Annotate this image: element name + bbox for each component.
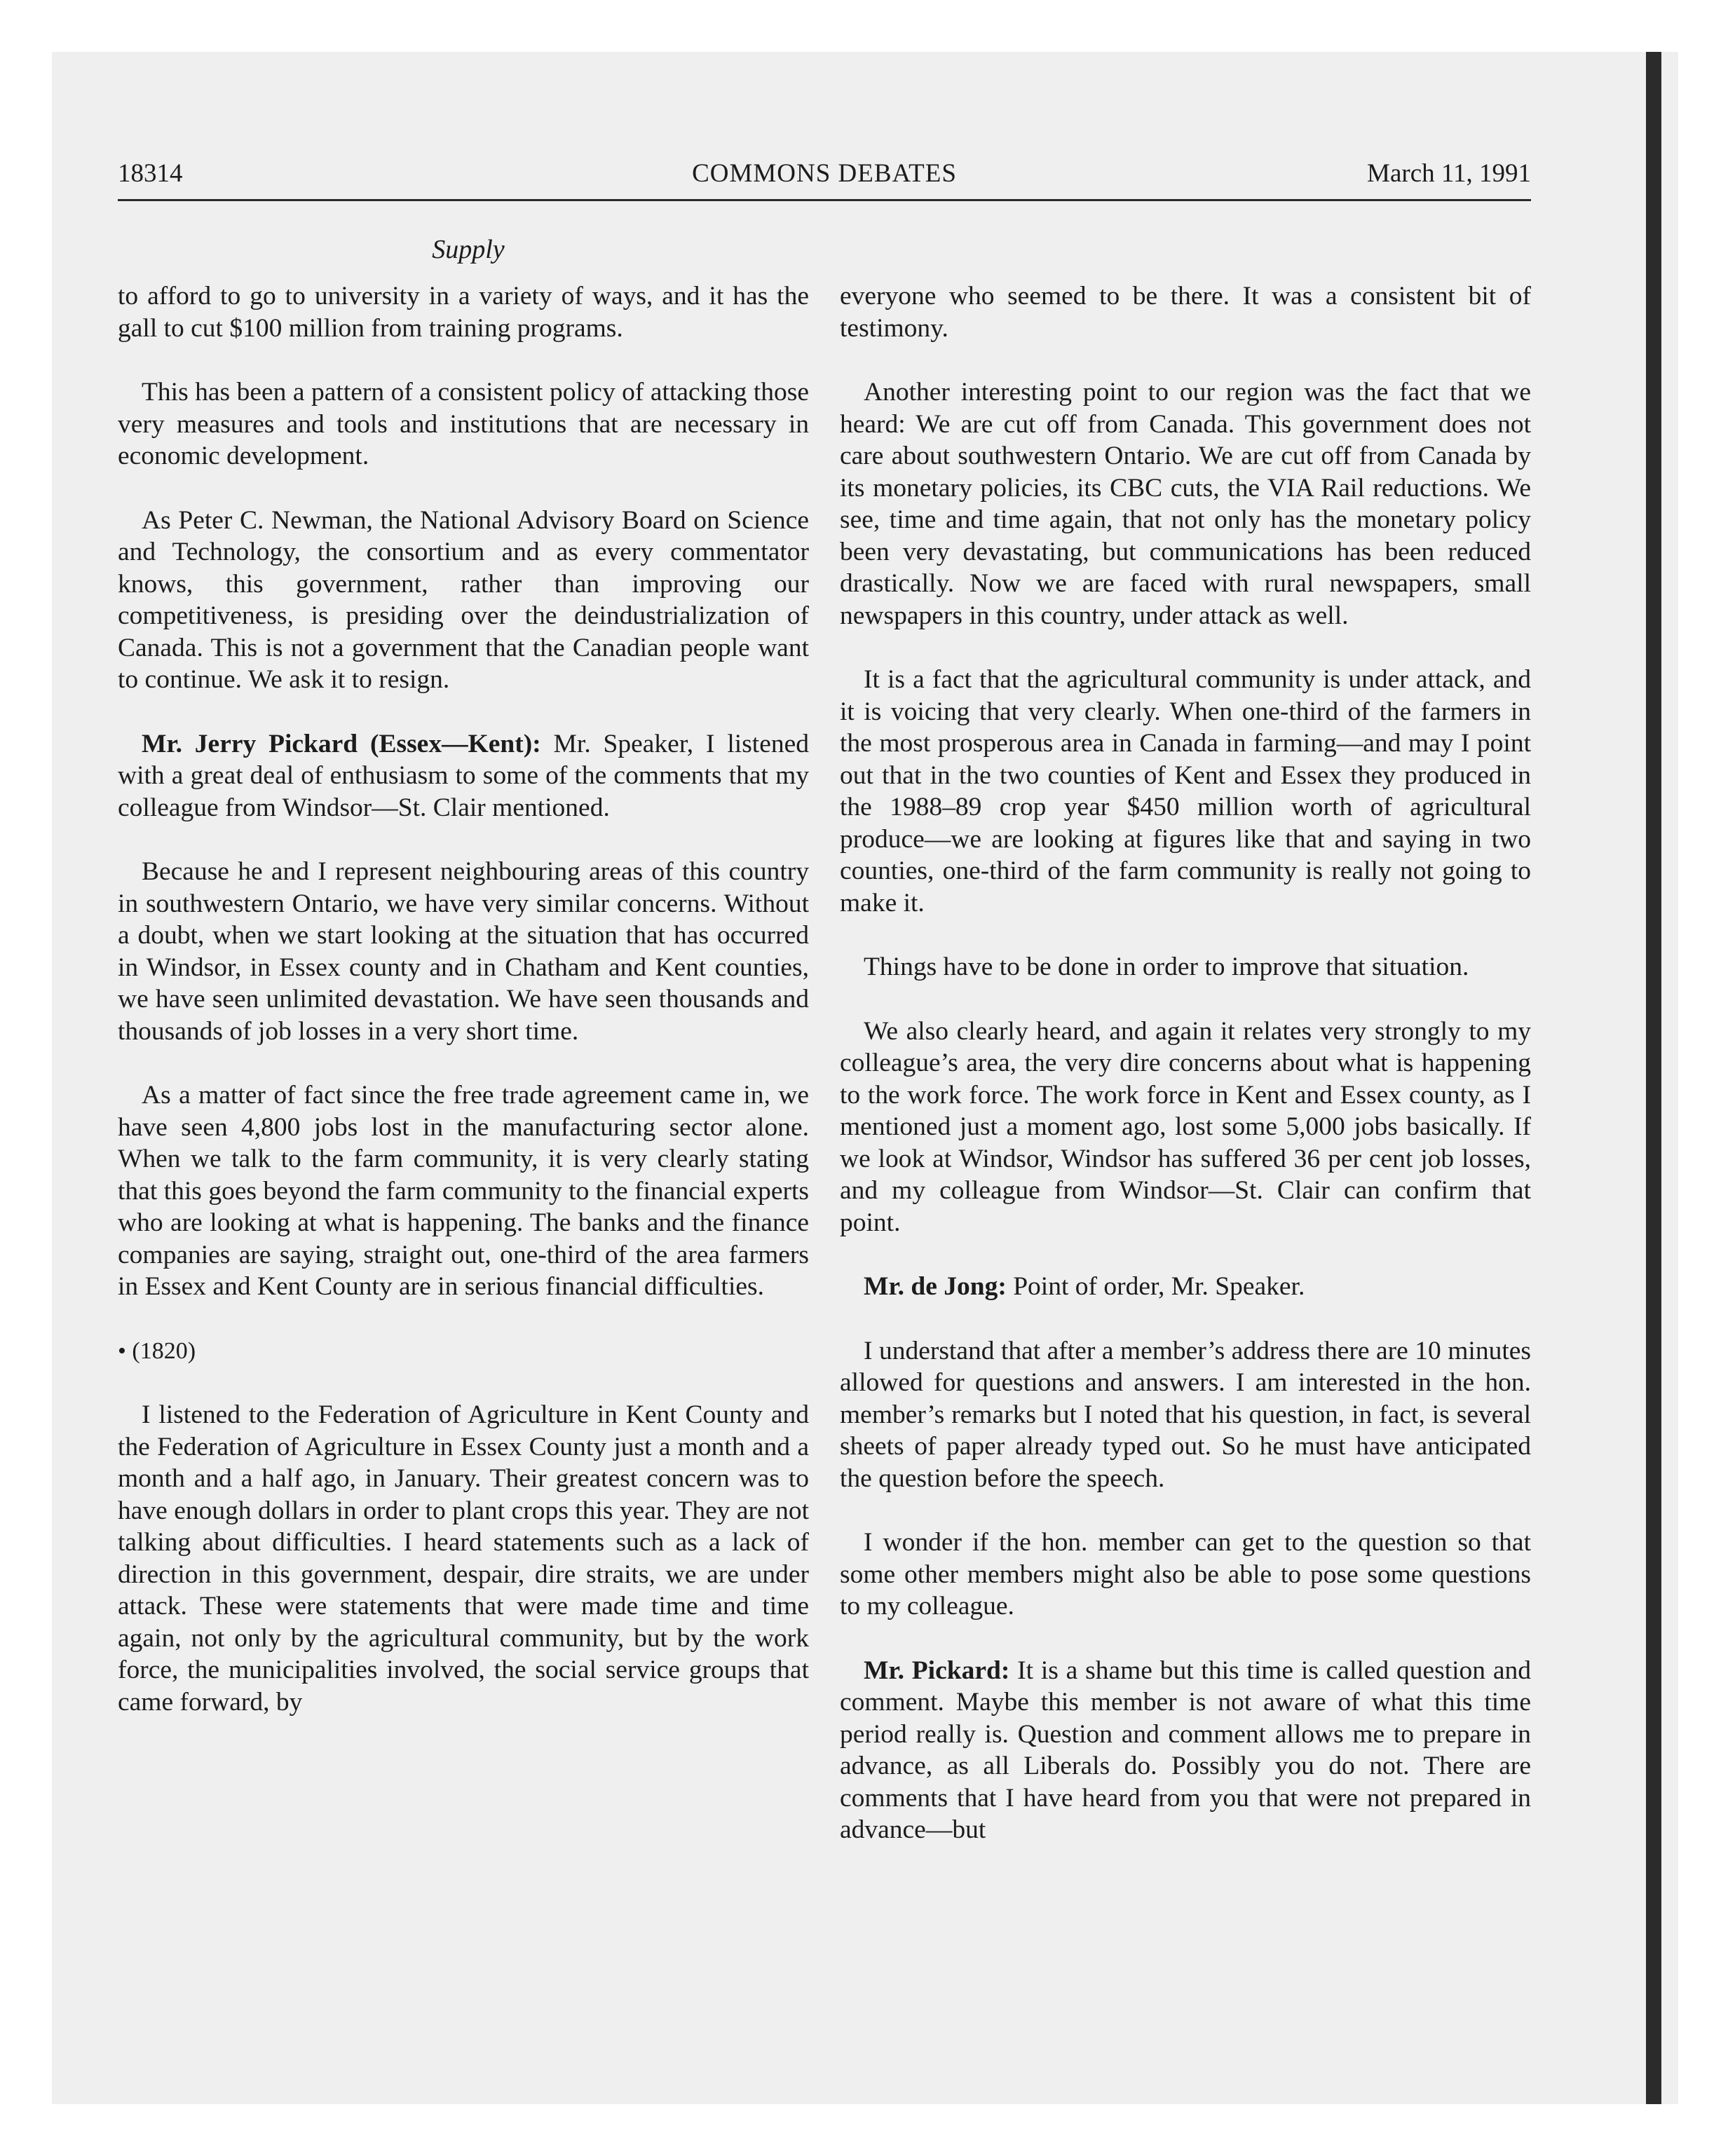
paragraph bbox=[840, 1655, 1531, 1846]
paragraph: I understand that after a member’s address there are 10 minutes allowed for questions and answers. I am interested in the hon. member’s remarks but I noted that his question, in fact, is several sheets of paper already typed out. So he must have anticipated the question before the speech. bbox=[840, 1336, 1531, 1493]
speaker-name: Mr. Pickard: bbox=[864, 1656, 1010, 1685]
page-edge-shadow bbox=[1646, 52, 1661, 2104]
paragraph: We also clearly heard, and again it relates very strongly to my colleague’s area, the very dire concerns about what is happening to the work force. The work force in Kent and Essex county, as I mentioned just a moment ago, lost some 5,000 jobs basically. If we look at Windsor, Windsor has suffered 36 per cent job losses, and my colleague from Windsor—St. Clair can confirm that point. bbox=[840, 1016, 1531, 1237]
speech-text: It is a shame but this time is called question and comment. Maybe this member is not aware of what this time period really is. Question and comment allows me to prepare in advance, as all Liberals do. Possibly you do not. There are comments that I have heard from you that were not prepared in advance—but bbox=[840, 1656, 1531, 1844]
paragraph: I listened to the Federation of Agriculture in Kent County and the Federation of Agriculture in Essex County just a month and a month and a half ago, in January. Their greatest concern was to have enough dollars in order to plant crops this year. They are not talking about difficulties. I heard statements such as a lack of direction in this government, despair, dire straits, we are under attack. These were statements that were made time and time again, not only by the agricultural community, but by the work force, the municipalities involved, the social service groups that came forward, by bbox=[118, 1400, 809, 1717]
running-header bbox=[118, 158, 1531, 203]
speaker-name: Mr. de Jong: bbox=[864, 1272, 1007, 1301]
publication-title: COMMONS DEBATES bbox=[692, 159, 957, 188]
speaker-name: Mr. Jerry Pickard (Essex—Kent): bbox=[142, 729, 541, 758]
paragraph: Because he and I represent neighbouring areas of this country in southwestern Ontario, we have very similar concerns. Without a doubt, when we start looking at the situation that has occurred in Windsor, in Essex county and in Chatham and Kent counties, we have seen unlimited devastation. We have seen thousands and thousands of job losses in a very short time. bbox=[118, 857, 809, 1046]
page-number: 18314 bbox=[118, 159, 183, 188]
paragraph: Things have to be done in order to improve that situation. bbox=[864, 953, 1469, 981]
time-marker: • (1820) bbox=[118, 1337, 196, 1364]
paragraph: As a matter of fact since the free trade agreement came in, we have seen 4,800 jobs lost in the manufacturing sector alone. When we talk to the farm community, it is very clearly stating that this goes beyond the farm community to the financial experts who are looking at what is happening. The banks and the finance companies are saying, straight out, one-third of the area farmers in Essex and Kent County are in serious financial difficulties. bbox=[118, 1081, 809, 1301]
paragraph bbox=[840, 1271, 1531, 1303]
paragraph bbox=[118, 728, 809, 824]
publication-date: March 11, 1991 bbox=[1367, 159, 1531, 188]
paragraph: to afford to go to university in a variety of ways, and it has the gall to cut $100 million from training programs. bbox=[118, 282, 809, 343]
section-heading: Supply bbox=[432, 235, 505, 264]
speech-text: Mr. Speaker, I listened with a great deal of enthusiasm to some of the comments that my colleague from Windsor—St. Clair mentioned. bbox=[118, 729, 809, 822]
paragraph: Another interesting point to our region was the fact that we heard: We are cut off from Canada. This government does not care about southwestern Ontario. We are cut off from Canada by its monetary policies, its CBC cuts, the VIA Rail reductions. We see, time and time again, that not only has the monetary policy been very devastating, but communications has been reduced drastically. Now we are faced with rural newspapers, small newspapers in this country, under attack as well. bbox=[840, 378, 1531, 630]
speech-text: Point of order, Mr. Speaker. bbox=[1006, 1272, 1305, 1301]
paragraph: It is a fact that the agricultural community is under attack, and it is voicing that very clearly. When one-third of the farmers in the most prosperous area in Canada in farming—and may I point out that in the two counties of Kent and Essex they produced in the 1988–89 crop year $450 million worth of agricultural produce—we are looking at figures like that and saying in two counties, one-third of the farm community is really not going to make it. bbox=[840, 665, 1531, 917]
paragraph: This has been a pattern of a consistent policy of attacking those very measures and tools and institutions that are necessary in economic development. bbox=[118, 378, 809, 470]
paragraph: As Peter C. Newman, the National Advisory Board on Science and Technology, the consortium and as every commentator knows, this government, rather than improving our competitiveness, is presiding over the deindustrialization of Canada. This is not a government that the Canadian people want to continue. We ask it to resign. bbox=[118, 505, 809, 694]
left-column bbox=[118, 280, 809, 1750]
paragraph: I wonder if the hon. member can get to the question so that some other members might also be able to pose some questions to my colleague. bbox=[840, 1528, 1531, 1621]
header-rule bbox=[118, 199, 1531, 201]
right-column bbox=[840, 280, 1531, 1878]
paragraph: everyone who seemed to be there. It was a consistent bit of testimony. bbox=[840, 282, 1531, 343]
